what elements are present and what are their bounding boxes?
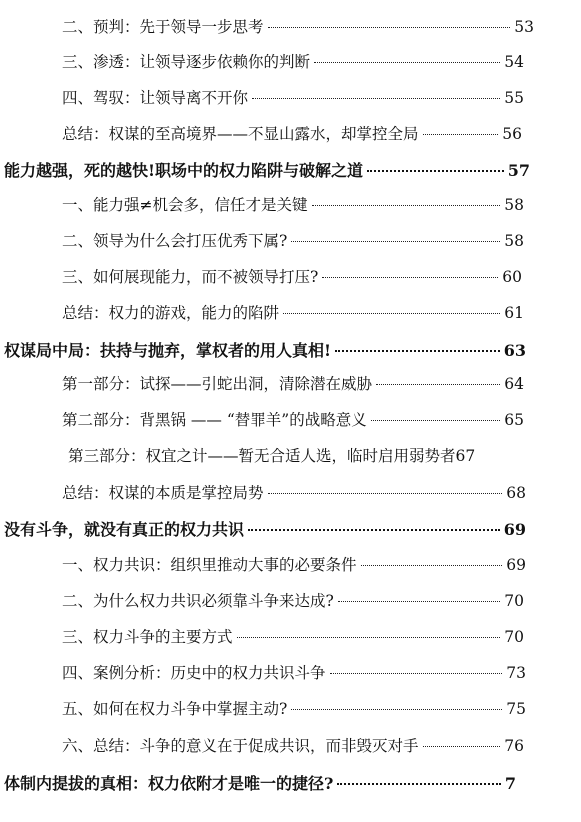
toc-chapter-entry[interactable] (4, 158, 530, 181)
toc-entry[interactable] (62, 734, 524, 756)
toc-entry-title: 三、如何展现能力，而不被领导打压? (62, 268, 319, 286)
toc-entry-page: 63 (503, 341, 526, 360)
toc-entry-page: 60 (502, 268, 522, 286)
dot-leader (361, 565, 503, 566)
toc-entry-title: 四、案例分析：历史中的权力共识斗争 (62, 664, 326, 682)
toc-entry[interactable] (62, 301, 524, 323)
toc-entry-page: 7 (504, 774, 516, 793)
dot-leader (376, 384, 500, 385)
toc-entry-title: 二、领导为什么会打压优秀下属? (62, 232, 288, 250)
toc-entry-title: 能力越强，死的越快!职场中的权力陷阱与破解之道 (4, 161, 364, 180)
dot-leader (423, 134, 499, 135)
dot-leader (248, 529, 500, 531)
toc-entry-title: 权谋局中局：扶持与抛弃，掌权者的用人真相! (4, 341, 332, 360)
toc-entry-page: 69 (503, 520, 526, 539)
toc-entry[interactable] (62, 372, 524, 394)
toc-entry-page: 67 (455, 447, 476, 465)
dot-leader (335, 350, 500, 352)
toc-entry-page: 73 (506, 664, 526, 682)
toc-entry-title: 一、能力强≠机会多，信任才是关键 (62, 196, 308, 214)
dot-leader (252, 98, 500, 99)
toc-entry-title: 总结：权谋的本质是掌控局势 (62, 484, 264, 502)
toc-entry[interactable] (62, 553, 526, 575)
toc-entry-title: 第三部分：权宜之计——暂无合适人选，临时启用弱势者 (68, 447, 456, 465)
dot-leader (423, 746, 501, 747)
toc-entry-title: 四、驾驭：让领导离不开你 (62, 89, 249, 107)
toc-entry-title: 总结：权谋的至高境界——不显山露水，却掌控全局 (62, 125, 419, 143)
toc-entry-page: 55 (504, 89, 524, 107)
toc-entry-page: 68 (506, 484, 526, 502)
toc-entry-page: 70 (504, 628, 524, 646)
toc-entry-title: 总结：权力的游戏，能力的陷阱 (62, 304, 280, 322)
toc-entry[interactable] (62, 86, 524, 108)
toc-entry-page: 65 (504, 411, 524, 429)
dot-leader (291, 709, 502, 710)
dot-leader (337, 783, 500, 785)
dot-leader (268, 27, 511, 28)
toc-entry[interactable] (62, 625, 524, 647)
toc-entry-page: 70 (504, 592, 524, 610)
toc-entry-page: 54 (504, 53, 524, 71)
toc-entry[interactable] (62, 408, 524, 430)
toc-entry-title: 第二部分：背黑锅 —— “替罪羊”的战略意义 (62, 411, 367, 429)
toc-entry[interactable] (62, 697, 526, 719)
toc-entry-page: 57 (507, 161, 530, 180)
toc-entry-title: 二、为什么权力共识必须靠斗争来达成? (62, 592, 334, 610)
toc-entry-title: 体制内提拔的真相：权力依附才是唯一的捷径? (4, 774, 334, 793)
toc-entry[interactable] (62, 661, 526, 683)
dot-leader (237, 637, 501, 638)
toc-entry[interactable] (62, 15, 534, 37)
toc-entry-page: 58 (504, 196, 524, 214)
toc-entry[interactable] (62, 589, 524, 611)
dot-leader (314, 62, 500, 63)
dot-leader (330, 673, 503, 674)
dot-leader (338, 601, 500, 602)
toc-entry-title: 没有斗争，就没有真正的权力共识 (4, 520, 245, 539)
toc-entry-page: 76 (504, 737, 524, 755)
toc-entry-title: 三、权力斗争的主要方式 (62, 628, 233, 646)
dot-leader (322, 277, 498, 278)
toc-chapter-entry[interactable] (4, 338, 526, 361)
toc-entry-title: 五、如何在权力斗争中掌握主动? (62, 700, 288, 718)
dot-leader (283, 313, 500, 314)
toc-entry-page: 61 (504, 304, 524, 322)
dot-leader (367, 170, 504, 172)
toc-chapter-entry[interactable] (4, 771, 516, 794)
toc-chapter-entry[interactable] (4, 517, 526, 540)
toc-entry[interactable] (62, 229, 524, 251)
toc-entry-page: 53 (514, 18, 534, 36)
toc-entry-page: 75 (506, 700, 526, 718)
toc-entry[interactable] (62, 481, 526, 503)
toc-entry-title: 六、总结：斗争的意义在于促成共识，而非毁灭对手 (62, 737, 419, 755)
toc-entry[interactable] (62, 50, 524, 72)
dot-leader (291, 241, 500, 242)
toc-entry-page: 56 (502, 125, 522, 143)
toc-entry-title: 三、渗透：让领导逐步依赖你的判断 (62, 53, 311, 71)
dot-leader (312, 205, 501, 206)
dot-leader (371, 420, 501, 421)
toc-entry-page: 58 (504, 232, 524, 250)
toc-entry[interactable] (62, 265, 522, 287)
toc-entry-page: 64 (504, 375, 524, 393)
toc-entry[interactable] (62, 193, 524, 215)
toc-entry-page: 69 (506, 556, 526, 574)
toc-entry-title: 二、预判：先于领导一步思考 (62, 18, 264, 36)
toc-entry[interactable] (68, 444, 542, 466)
toc-entry-title: 第一部分：试探——引蛇出洞，清除潜在威胁 (62, 375, 373, 393)
dot-leader (268, 493, 503, 494)
toc-entry-title: 一、权力共识：组织里推动大事的必要条件 (62, 556, 357, 574)
toc-entry[interactable] (62, 122, 522, 144)
